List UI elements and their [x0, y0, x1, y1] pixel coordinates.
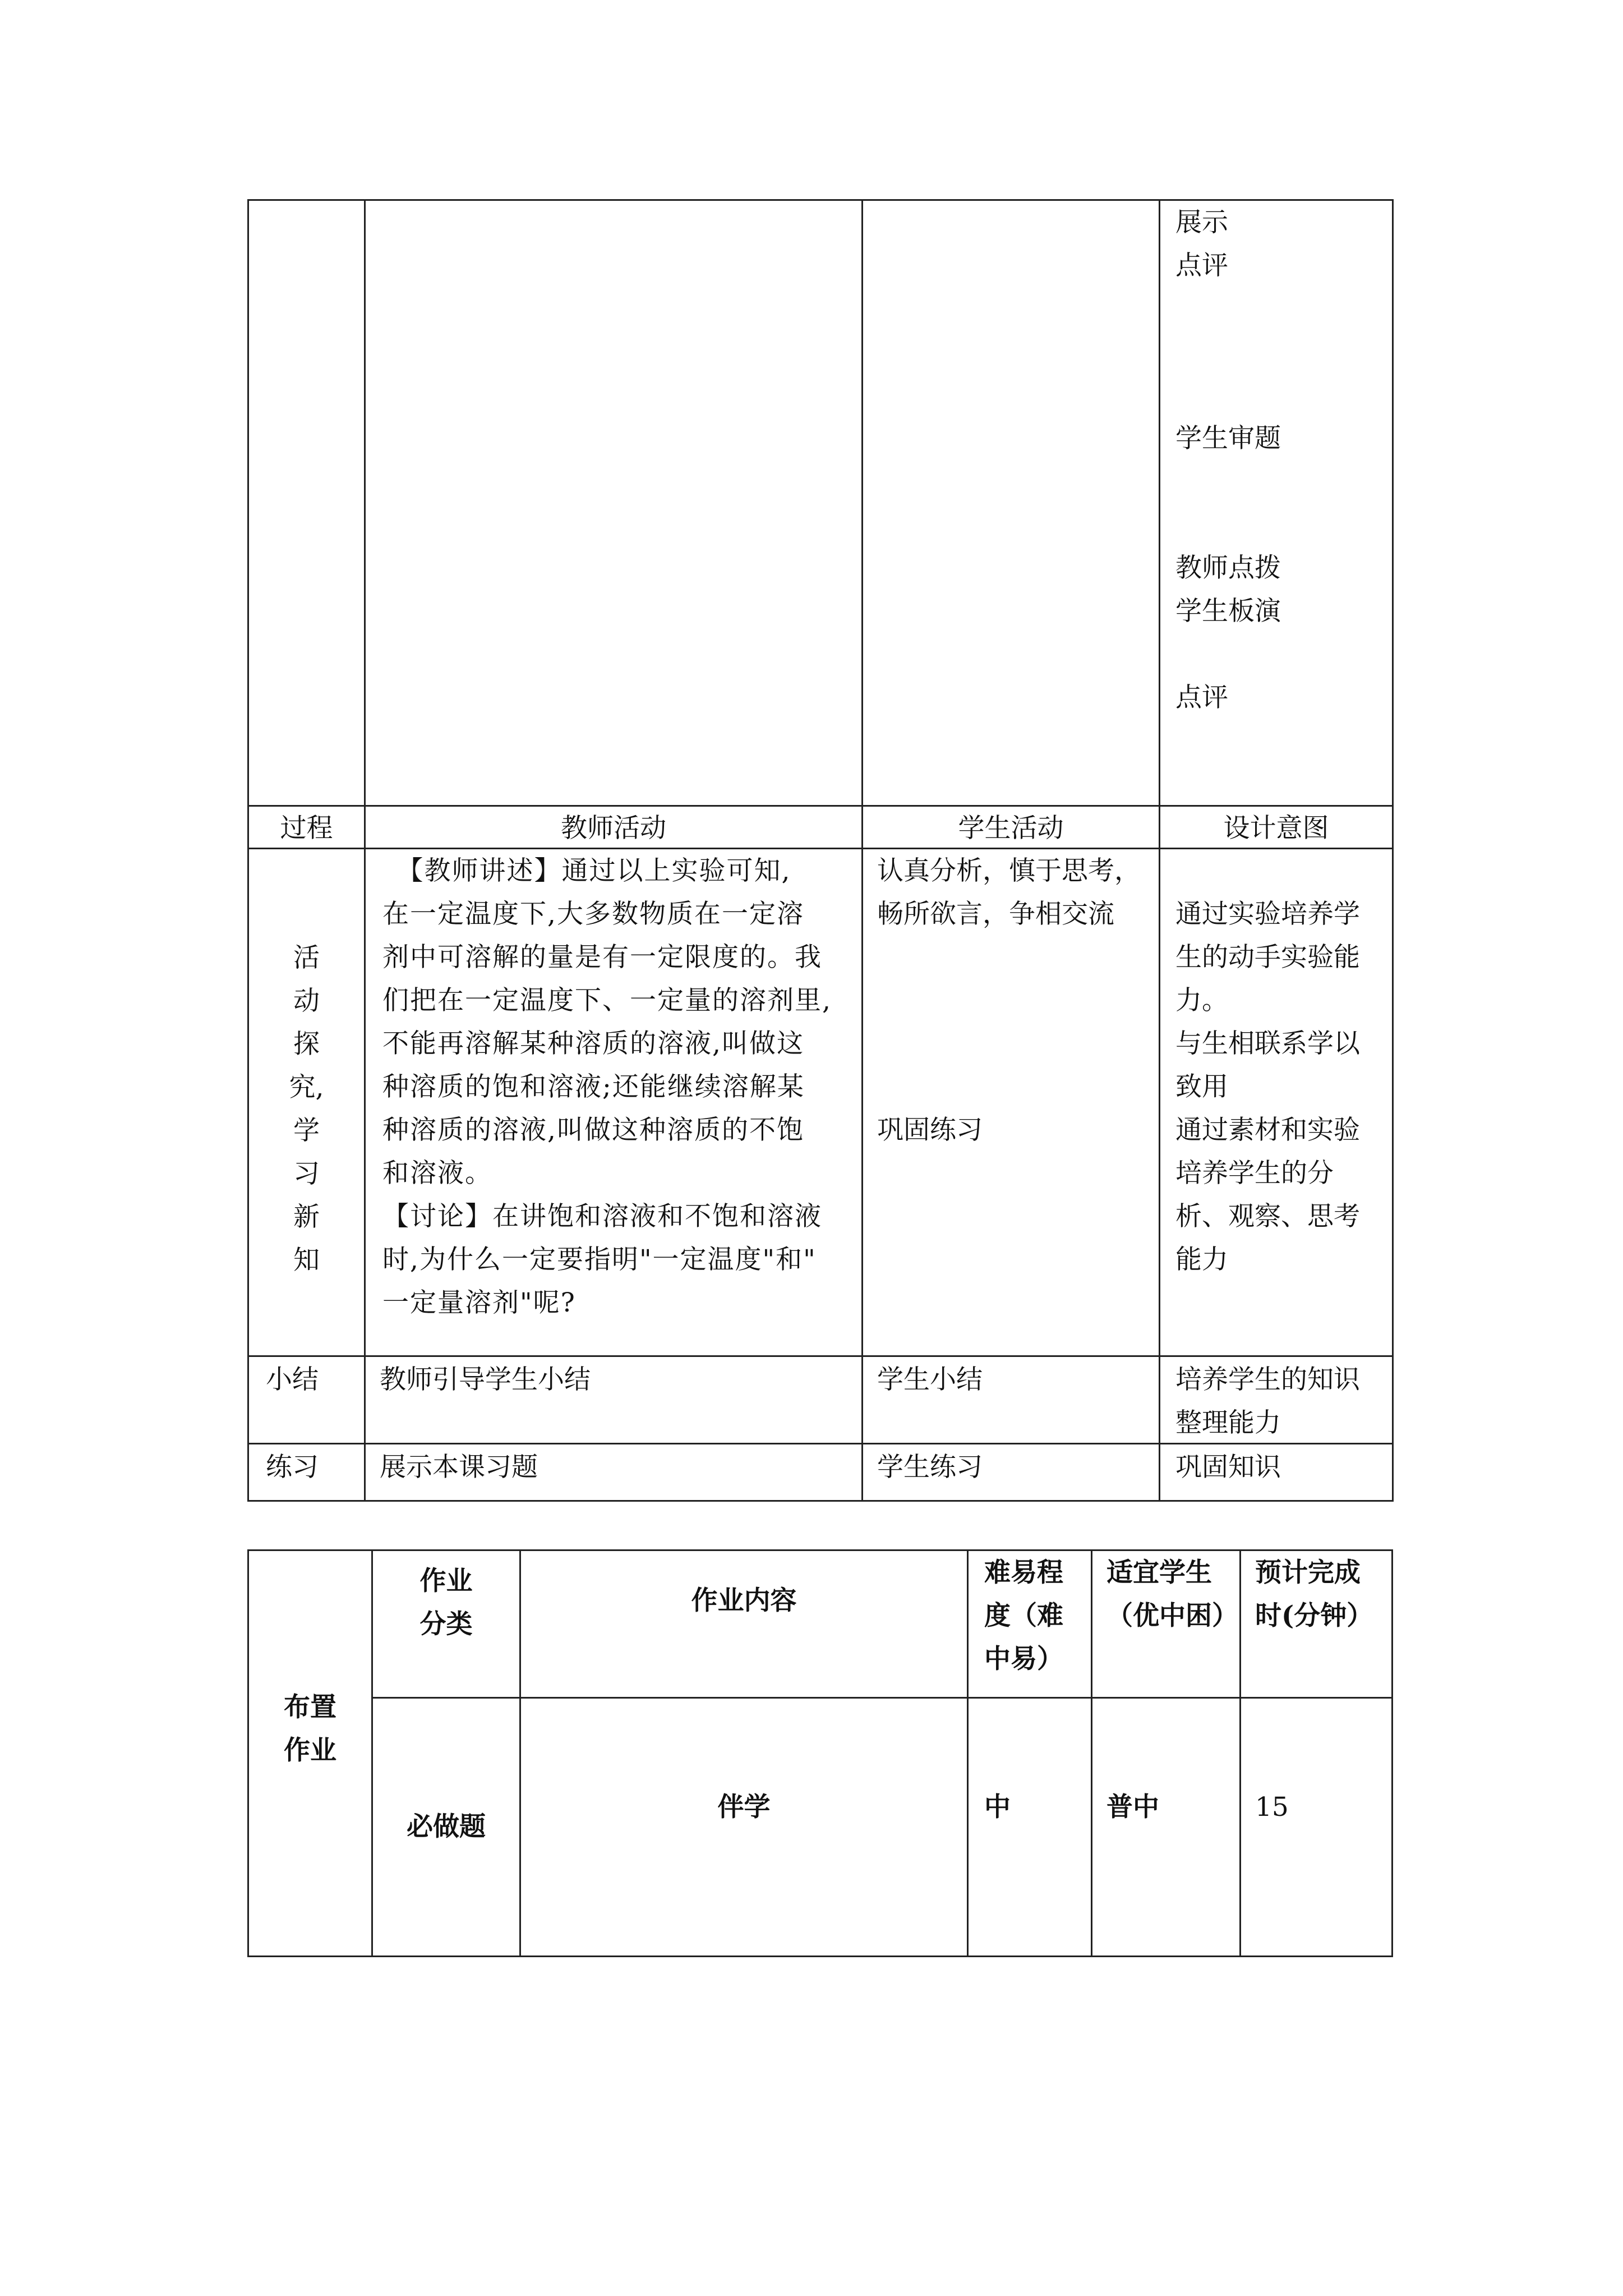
hw-row-time-text: 15 — [1255, 1792, 1289, 1823]
t1-r3-c1 — [247, 848, 366, 1357]
text-line: 巩固练习 — [877, 1115, 983, 1145]
t1-r5-c4-text: 巩固知识 — [1175, 1452, 1281, 1483]
text-line: 预计完成 — [1255, 1557, 1361, 1588]
text-line: 【讨论】在讲饱和溶液和不饱和溶液 — [382, 1201, 822, 1232]
text-line: 分类 — [419, 1609, 473, 1640]
text-line: 培养学生的分 — [1175, 1158, 1334, 1189]
text-line: 力。 — [1175, 985, 1228, 1016]
text-line: 认真分析，慎于思考， — [877, 855, 1141, 886]
t1-r1-c2 — [364, 199, 863, 807]
hw-row-category — [371, 1697, 521, 1957]
text-line: 学生审题 — [1175, 423, 1281, 454]
text-line: 动 — [293, 986, 320, 1016]
t1-r4-c3 — [861, 1355, 1160, 1444]
text-line: 种溶质的饱和溶液;还能继续溶解某 — [382, 1071, 805, 1102]
text-line: 析、观察、思考 — [1175, 1201, 1360, 1232]
text-line: 究, — [289, 1072, 324, 1103]
text-line: 活 — [293, 942, 320, 973]
t1-r1-c4-text — [1175, 201, 1281, 719]
hw-header-difficulty-text — [984, 1551, 1063, 1681]
text-line: 与生相联系学以 — [1175, 1028, 1360, 1059]
t1-r3-c4-text — [1175, 849, 1360, 1281]
text-line: 时(分钟） — [1255, 1600, 1373, 1631]
t1-r3-c3-text — [877, 849, 1141, 1152]
t1-r5-c2-text: 展示本课习题 — [380, 1452, 538, 1483]
header-teacher-activity — [364, 805, 863, 849]
text-line: 不能再溶解某种溶质的溶液,叫做这 — [382, 1028, 804, 1059]
homework-label — [249, 1686, 371, 1772]
text-line: 难易程 — [984, 1557, 1063, 1588]
hw-header-content — [519, 1549, 969, 1699]
text-line: 学 — [293, 1115, 320, 1146]
text-line — [1175, 460, 1281, 503]
header-design-intent-label: 设计意图 — [1223, 813, 1329, 844]
t1-r4-c2 — [364, 1355, 863, 1444]
t1-r4-c4 — [1159, 1355, 1394, 1444]
text-line — [1175, 330, 1281, 374]
text-line — [1175, 287, 1281, 330]
t1-r3-c4 — [1159, 848, 1394, 1357]
t1-r1-c3 — [861, 199, 1160, 807]
t1-r4-c1-text: 小结 — [266, 1364, 319, 1395]
text-line: 学生板演 — [1175, 596, 1281, 627]
hw-header-students — [1091, 1549, 1241, 1699]
hw-row-content-text: 伴学 — [717, 1792, 771, 1823]
t1-r3-c2-text — [382, 849, 832, 1324]
text-line: 剂中可溶解的量是有一定限度的。我 — [382, 942, 822, 973]
header-teacher-activity-label: 教师活动 — [561, 813, 666, 844]
text-line: 和溶液。 — [382, 1158, 492, 1189]
text-line: 【教师讲述】通过以上实验可知, — [382, 855, 791, 886]
hw-header-time-text — [1255, 1551, 1373, 1637]
hw-row-students-text: 普中 — [1106, 1792, 1159, 1823]
header-student-activity — [861, 805, 1160, 849]
text-line: 新 — [293, 1202, 320, 1232]
text-line: 在一定温度下,大多数物质在一定溶 — [382, 899, 804, 930]
text-line: （优中困） — [1106, 1600, 1238, 1631]
text-line — [1175, 374, 1281, 417]
hw-header-students-text — [1106, 1551, 1238, 1637]
text-line: 通过素材和实验 — [1175, 1115, 1360, 1145]
hw-row-time — [1239, 1697, 1393, 1957]
hw-row-students — [1091, 1697, 1241, 1957]
t1-r1-c1 — [247, 199, 366, 807]
text-line: 能力 — [1175, 1244, 1228, 1275]
text-line — [1175, 849, 1360, 892]
text-line — [877, 1022, 1141, 1065]
text-line: 度（难 — [984, 1600, 1063, 1631]
text-line: 习 — [293, 1158, 320, 1189]
t1-r5-c2 — [364, 1443, 863, 1502]
hw-header-difficulty — [967, 1549, 1092, 1699]
header-process-label: 过程 — [280, 813, 333, 844]
text-line — [877, 936, 1141, 979]
text-line: 作业 — [284, 1735, 336, 1766]
text-line: 生的动手实验能 — [1175, 942, 1360, 973]
text-line — [1175, 503, 1281, 546]
text-line — [1175, 633, 1281, 676]
text-line: 致用 — [1175, 1071, 1228, 1102]
text-line: 畅所欲言，争相交流 — [877, 899, 1114, 930]
hw-row-content — [519, 1697, 969, 1957]
text-line: 们把在一定温度下、一定量的溶剂里, — [382, 985, 832, 1016]
t1-r4-c3-text: 学生小结 — [877, 1364, 983, 1395]
t1-r5-c4 — [1159, 1443, 1394, 1502]
hw-header-time — [1239, 1549, 1393, 1699]
text-line: 点评 — [1175, 682, 1228, 713]
header-design-intent — [1159, 805, 1394, 849]
t1-r4-c4-text — [1175, 1358, 1360, 1444]
t1-r5-c3 — [861, 1443, 1160, 1502]
hw-header-category — [371, 1549, 521, 1699]
hw-header-category-text — [373, 1559, 519, 1646]
text-line: 作业 — [419, 1566, 473, 1596]
t1-r3-c1-text — [249, 936, 364, 1282]
text-line: 教师点拨 — [1175, 553, 1281, 583]
t1-r4-c2-text: 教师引导学生小结 — [380, 1364, 591, 1395]
t1-r1-c4 — [1159, 199, 1394, 807]
t1-r4-c1 — [247, 1355, 366, 1444]
text-line: 整理能力 — [1175, 1407, 1281, 1438]
t1-r5-c1 — [247, 1443, 366, 1502]
text-line: 展示 — [1175, 207, 1228, 238]
t1-r5-c3-text: 学生练习 — [877, 1452, 983, 1483]
text-line: 通过实验培养学 — [1175, 899, 1360, 930]
text-line: 培养学生的知识 — [1175, 1364, 1360, 1395]
text-line: 点评 — [1175, 250, 1228, 281]
homework-label-cell — [247, 1549, 373, 1957]
text-line: 一定量溶剂"呢? — [382, 1287, 576, 1318]
text-line — [877, 979, 1141, 1022]
header-student-activity-label: 学生活动 — [958, 813, 1064, 844]
hw-row-category-text: 必做题 — [407, 1811, 486, 1842]
t1-r5-c1-text: 练习 — [266, 1452, 319, 1483]
t1-r3-c2 — [364, 848, 863, 1357]
header-process — [247, 805, 366, 849]
text-line: 时,为什么一定要指明"一定温度"和" — [382, 1244, 817, 1275]
hw-row-difficulty-text: 中 — [984, 1792, 1011, 1823]
text-line: 探 — [293, 1029, 320, 1060]
hw-row-difficulty — [967, 1697, 1092, 1957]
text-line: 布置 — [284, 1692, 336, 1723]
text-line: 适宜学生 — [1106, 1557, 1212, 1588]
text-line: 中易） — [984, 1644, 1063, 1674]
text-line: 知 — [293, 1245, 320, 1276]
t1-r3-c3 — [861, 848, 1160, 1357]
text-line — [877, 1065, 1141, 1108]
text-line: 种溶质的溶液,叫做这种溶质的不饱 — [382, 1115, 804, 1145]
hw-header-content-text: 作业内容 — [691, 1585, 797, 1616]
